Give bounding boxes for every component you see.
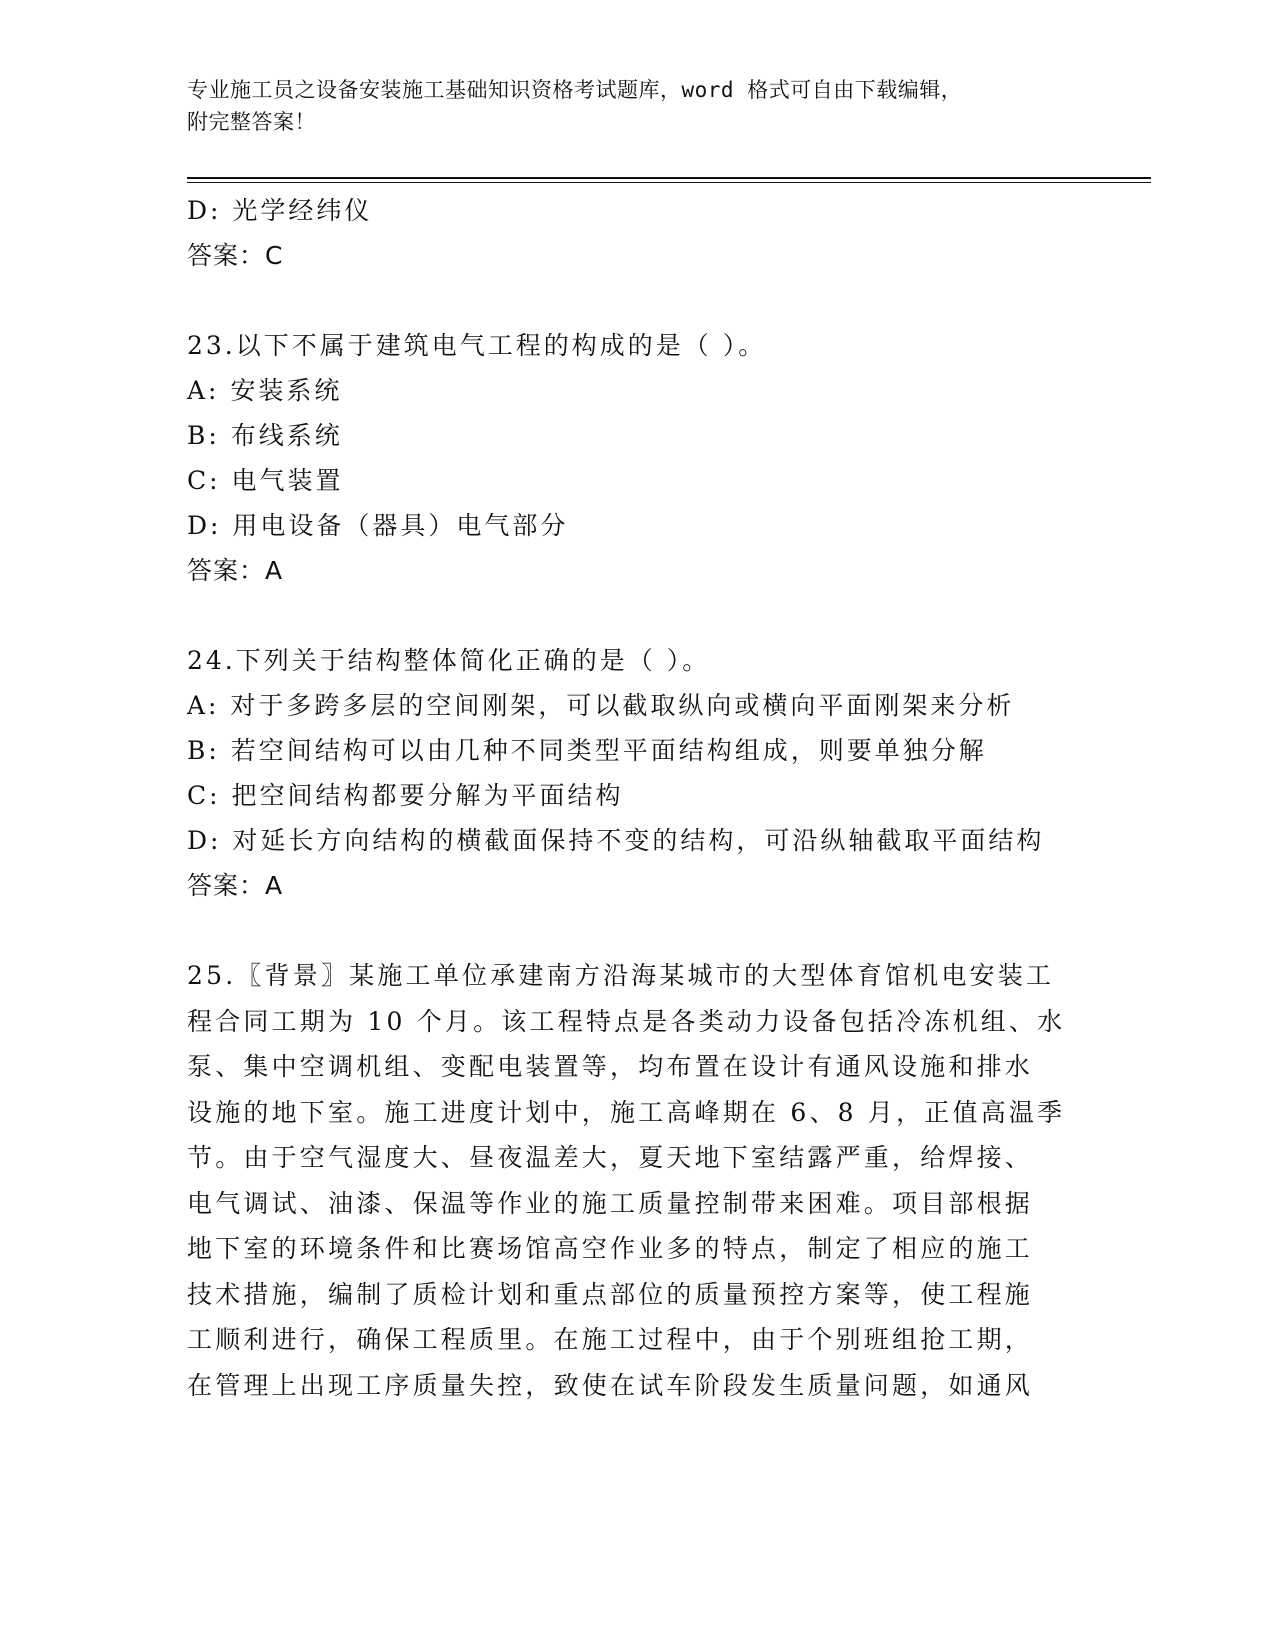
question-25-line: 泵、集中空调机组、变配电装置等，均布置在设计有通风设施和排水 <box>187 1052 1034 1081</box>
question-23-answer: 答案：A <box>187 556 284 585</box>
question-25-line: 节。由于空气湿度大、昼夜温差大，夏天地下室结露严重，给焊接、 <box>187 1143 1034 1172</box>
page-header <box>187 74 1067 138</box>
document-body <box>187 188 1067 1408</box>
question-22-answer: 答案：C <box>187 241 284 270</box>
question-23-option-d: D: 用电设备（器具）电气部分 <box>187 511 569 540</box>
question-25-line: 程合同工期为 10 个月。该工程特点是各类动力设备包括冷冻机组、水 <box>187 1006 1066 1036</box>
question-23-option-b: B: 布线系统 <box>187 421 343 450</box>
header-divider-thin <box>187 182 1151 183</box>
question-25-line: 设施的地下室。施工进度计划中，施工高峰期在 6、8 月，正值高温季 <box>187 1097 1066 1127</box>
question-24-option-b: B: 若空间结构可以由几种不同类型平面结构组成，则要单独分解 <box>187 736 987 765</box>
question-22-tail <box>187 188 1067 278</box>
question-23-option-c: C: 电气装置 <box>187 466 344 495</box>
question-24-text: 24.下列关于结构整体简化正确的是（ ）。 <box>187 646 711 675</box>
question-24-answer: 答案：A <box>187 871 284 900</box>
question-22-option-d: D: 光学经纬仪 <box>187 196 373 225</box>
spacer <box>187 593 1067 638</box>
question-23-text: 23.以下不属于建筑电气工程的构成的是（ ）。 <box>187 331 767 360</box>
spacer <box>187 908 1067 953</box>
question-25-line: 工顺利进行，确保工程质里。在施工过程中，由于个别班组抢工期， <box>187 1325 1034 1354</box>
question-25-line: 技术措施，编制了质检计划和重点部位的质量预控方案等，使工程施 <box>187 1279 1034 1309</box>
question-23 <box>187 323 1067 593</box>
question-25-line: 25.〖背景〗某施工单位承建南方沿海某城市的大型体育馆机电安装工 <box>187 961 1055 990</box>
question-25-line: 地下室的环境条件和比赛场馆高空作业多的特点，制定了相应的施工 <box>187 1234 1034 1263</box>
question-24-option-a: A: 对于多跨多层的空间刚架，可以截取纵向或横向平面刚架来分析 <box>187 691 1015 720</box>
question-24-option-c: C: 把空间结构都要分解为平面结构 <box>187 781 624 810</box>
question-23-option-a: A: 安装系统 <box>187 376 343 405</box>
header-divider-thick <box>187 177 1151 179</box>
question-25-line: 在管理上出现工序质量失控，致使在试车阶段发生质量问题，如通风 <box>187 1370 1034 1400</box>
spacer <box>187 278 1067 323</box>
question-24 <box>187 638 1067 908</box>
question-25-line: 电气调试、油漆、保温等作业的施工质量控制带来困难。项目部根据 <box>187 1188 1034 1218</box>
header-line-2: 附完整答案！ <box>187 110 316 134</box>
header-line-1: 专业施工员之设备安装施工基础知识资格考试题库，word 格式可自由下载编辑， <box>187 78 963 102</box>
question-24-option-d: D: 对延长方向结构的横截面保持不变的结构，可沿纵轴截取平面结构 <box>187 826 1045 855</box>
question-25 <box>187 953 1067 1408</box>
